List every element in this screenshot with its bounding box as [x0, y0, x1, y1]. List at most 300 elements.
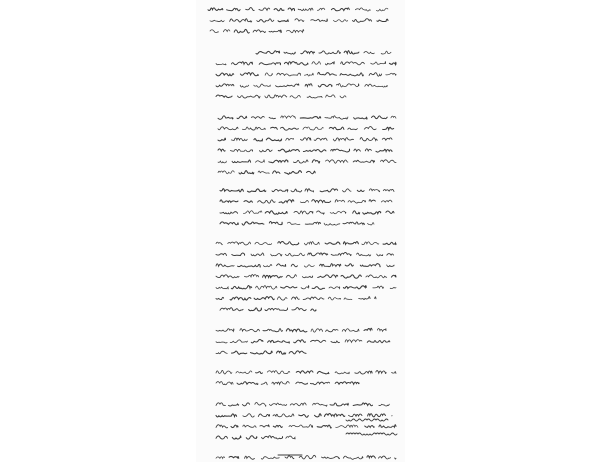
handwritten-word	[305, 73, 314, 76]
handwritten-word	[313, 403, 327, 406]
handwritten-word	[227, 8, 241, 10]
handwritten-word	[376, 149, 392, 152]
handwritten-word	[244, 275, 258, 277]
handwritten-word	[262, 436, 283, 439]
handwritten-word	[365, 426, 375, 428]
handwritten-word	[362, 242, 379, 245]
handwritten-word	[343, 222, 364, 225]
handwritten-word	[232, 160, 251, 163]
handwritten-word	[314, 138, 327, 140]
handwritten-word	[285, 456, 294, 459]
handwritten-word	[232, 253, 245, 256]
handwritten-word	[231, 425, 238, 427]
handwritten-word	[258, 171, 269, 173]
handwritten-word	[345, 340, 362, 343]
handwritten-word	[265, 308, 288, 311]
handwritten-word	[254, 139, 263, 141]
handwritten-word	[294, 211, 313, 214]
handwritten-word	[391, 116, 396, 118]
handwritten-word	[248, 189, 266, 192]
handwritten-word	[287, 222, 300, 224]
handwritten-word	[296, 371, 313, 373]
handwritten-word	[279, 200, 294, 203]
handwritten-word	[236, 371, 252, 374]
handwritten-word	[369, 73, 382, 76]
handwritten-word	[273, 171, 280, 174]
handwritten-word	[312, 62, 321, 65]
handwritten-word	[357, 253, 371, 256]
handwritten-word	[292, 297, 300, 299]
handwritten-line	[216, 95, 346, 98]
handwritten-word	[379, 425, 396, 428]
handwritten-word	[376, 371, 386, 374]
signature-block	[278, 419, 397, 455]
handwritten-word	[357, 190, 364, 191]
handwritten-line	[218, 116, 396, 120]
handwritten-word	[216, 436, 228, 439]
handwritten-word	[294, 340, 306, 343]
handwritten-word	[289, 351, 306, 354]
handwritten-word	[307, 171, 316, 174]
handwritten-word	[254, 297, 274, 300]
handwritten-word	[298, 8, 313, 11]
handwritten-word	[320, 189, 338, 192]
handwritten-word	[218, 138, 226, 141]
handwritten-word	[372, 116, 388, 119]
handwritten-word	[230, 297, 251, 300]
handwritten-word	[216, 95, 232, 98]
handwritten-word	[220, 308, 243, 311]
handwritten-word	[238, 95, 261, 98]
handwritten-word	[383, 189, 394, 191]
handwritten-word	[281, 116, 296, 119]
handwritten-word	[367, 456, 376, 458]
handwritten-word	[355, 371, 372, 374]
handwritten-word	[389, 62, 396, 64]
handwritten-word	[208, 8, 223, 11]
handwritten-word	[325, 62, 334, 65]
handwritten-word	[271, 127, 278, 129]
handwritten-word	[256, 286, 277, 290]
handwritten-word	[307, 96, 322, 98]
handwritten-word	[272, 382, 289, 385]
handwritten-word	[343, 456, 363, 459]
handwritten-word	[216, 425, 228, 428]
handwritten-word	[381, 200, 392, 202]
handwritten-word	[304, 242, 319, 245]
handwritten-word	[243, 414, 254, 417]
handwritten-word	[377, 328, 386, 331]
handwritten-word	[317, 371, 329, 373]
handwritten-word	[277, 297, 287, 300]
handwritten-line	[216, 83, 387, 87]
handwritten-word	[238, 264, 261, 267]
handwritten-text-lines	[208, 8, 397, 460]
handwritten-word	[381, 51, 391, 54]
handwritten-word	[325, 242, 340, 244]
handwritten-word	[318, 84, 332, 87]
handwritten-word	[216, 351, 227, 354]
handwritten-word	[273, 414, 294, 417]
handwritten-line	[216, 455, 396, 459]
handwritten-word	[318, 72, 337, 75]
handwritten-word	[311, 309, 316, 311]
handwritten-word	[269, 117, 275, 118]
handwritten-word	[263, 265, 271, 267]
handwritten-line	[216, 414, 392, 418]
handwritten-word	[322, 457, 340, 459]
handwritten-word	[344, 51, 359, 54]
handwritten-word	[218, 116, 233, 119]
handwritten-word	[265, 211, 287, 214]
handwritten-line	[216, 286, 396, 290]
handwritten-word	[242, 222, 264, 225]
handwritten-word	[220, 189, 243, 192]
handwritten-word	[263, 275, 283, 278]
handwritten-word	[244, 201, 252, 203]
handwritten-word	[343, 189, 352, 192]
handwritten-word	[291, 189, 302, 192]
handwritten-word	[359, 297, 370, 300]
handwritten-word	[242, 127, 265, 130]
handwritten-word	[387, 265, 394, 267]
handwritten-word	[301, 138, 311, 141]
handwritten-word	[256, 51, 280, 54]
handwritten-word	[336, 83, 359, 87]
handwritten-line	[220, 308, 316, 311]
handwritten-word	[223, 30, 230, 32]
handwritten-word	[390, 287, 396, 288]
handwritten-line	[218, 171, 315, 175]
handwritten-word	[349, 414, 363, 416]
handwritten-word	[317, 211, 325, 214]
handwritten-word	[269, 30, 281, 32]
handwritten-word	[353, 211, 360, 214]
handwritten-word	[343, 242, 358, 245]
handwritten-word	[319, 51, 341, 54]
handwritten-word	[387, 254, 394, 256]
handwritten-word	[340, 73, 363, 76]
handwritten-word	[353, 403, 372, 406]
handwritten-word	[293, 160, 308, 163]
handwritten-word	[232, 351, 247, 354]
handwritten-word	[377, 19, 388, 21]
handwritten-word	[310, 382, 329, 385]
handwritten-word	[364, 127, 376, 130]
handwritten-word	[326, 329, 338, 331]
handwritten-word	[246, 436, 257, 439]
handwritten-word	[218, 161, 226, 163]
handwritten-word	[331, 149, 350, 152]
handwritten-word	[329, 127, 344, 130]
handwritten-word	[216, 329, 234, 332]
handwritten-word	[392, 372, 396, 374]
handwritten-line	[216, 436, 295, 439]
handwritten-word	[395, 458, 396, 459]
handwritten-word	[315, 414, 322, 417]
handwritten-word	[278, 241, 299, 244]
handwritten-word	[273, 425, 282, 427]
handwritten-word	[216, 84, 234, 87]
handwritten-line	[216, 403, 389, 407]
handwritten-word	[230, 149, 252, 151]
handwritten-word	[343, 286, 366, 289]
handwritten-word	[311, 19, 328, 21]
handwritten-word	[364, 328, 372, 330]
handwritten-word	[324, 414, 344, 417]
handwritten-line	[216, 297, 376, 301]
handwritten-word	[277, 73, 301, 76]
handwritten-word	[218, 171, 234, 174]
handwritten-word	[348, 200, 366, 203]
handwritten-word	[300, 200, 308, 202]
handwritten-word	[237, 382, 258, 385]
handwritten-line	[208, 8, 388, 12]
handwritten-word	[256, 372, 263, 374]
handwritten-word	[348, 128, 358, 130]
handwritten-word	[289, 425, 313, 428]
handwritten-word	[220, 222, 238, 225]
handwritten-word	[281, 127, 299, 130]
handwritten-word	[301, 286, 309, 289]
handwritten-word	[290, 95, 300, 98]
handwritten-word	[326, 95, 336, 98]
handwritten-word	[218, 149, 225, 151]
handwritten-word	[229, 404, 239, 406]
handwritten-line	[220, 221, 374, 225]
handwritten-word	[386, 211, 394, 213]
handwritten-line	[216, 72, 396, 76]
handwritten-line	[216, 241, 396, 245]
handwritten-word	[260, 149, 273, 152]
handwritten-line	[210, 29, 304, 33]
handwritten-line	[220, 200, 392, 204]
handwritten-word	[261, 382, 267, 385]
handwritten-word	[265, 95, 287, 98]
handwritten-line	[216, 252, 394, 256]
handwritten-word	[231, 286, 251, 289]
handwritten-word	[335, 200, 345, 202]
handwritten-word	[303, 150, 326, 152]
handwritten-word	[331, 341, 339, 343]
handwritten-word	[329, 287, 340, 289]
handwritten-word	[345, 264, 353, 266]
handwritten-word	[251, 253, 264, 256]
handwritten-word	[240, 329, 260, 332]
handwritten-word	[239, 171, 254, 174]
handwritten-word	[292, 308, 306, 311]
handwritten-word	[383, 242, 396, 244]
handwritten-word	[269, 221, 282, 224]
handwritten-word	[243, 425, 256, 427]
handwritten-word	[232, 62, 253, 65]
handwritten-word	[269, 160, 288, 163]
handwritten-word	[286, 138, 294, 140]
handwritten-word	[376, 8, 388, 11]
handwritten-line	[256, 51, 391, 54]
handwritten-word	[245, 456, 255, 459]
handwritten-line	[220, 211, 394, 214]
handwritten-word	[368, 414, 386, 417]
handwritten-word	[305, 189, 313, 192]
handwritten-word	[353, 160, 374, 162]
handwritten-line	[210, 19, 388, 23]
handwritten-word	[272, 189, 288, 191]
handwritten-word	[267, 371, 290, 374]
handwritten-word	[379, 404, 389, 406]
handwriting-ink	[196, 0, 405, 462]
handwritten-word	[299, 455, 316, 459]
handwritten-word	[378, 456, 390, 459]
handwritten-word	[210, 30, 218, 33]
handwritten-word	[328, 297, 341, 300]
handwritten-word	[249, 308, 262, 311]
handwritten-word	[274, 8, 284, 10]
handwritten-word	[240, 85, 249, 87]
handwritten-word	[255, 403, 266, 407]
handwritten-word	[331, 8, 349, 11]
handwritten-word	[333, 138, 353, 141]
handwritten-word	[324, 223, 340, 225]
handwritten-word	[341, 62, 365, 65]
handwritten-line	[216, 382, 359, 385]
handwritten-word	[299, 415, 309, 418]
handwritten-word	[277, 264, 286, 267]
handwritten-word	[254, 84, 270, 87]
handwritten-word	[304, 265, 314, 267]
handwritten-word	[234, 29, 249, 33]
handwritten-word	[210, 20, 224, 21]
handwritten-word	[375, 297, 376, 299]
handwritten-word	[216, 287, 228, 289]
signature-stroke	[346, 419, 388, 421]
handwritten-word	[246, 8, 255, 11]
handwritten-word	[317, 425, 331, 428]
handwritten-word	[220, 212, 238, 214]
handwritten-word	[305, 84, 312, 87]
handwritten-word	[336, 425, 358, 428]
handwritten-word	[330, 211, 346, 214]
handwritten-word	[255, 242, 272, 244]
handwritten-word	[263, 329, 283, 332]
handwritten-word	[369, 189, 379, 192]
handwritten-word	[251, 339, 263, 342]
handwritten-word	[216, 382, 233, 385]
handwritten-line	[216, 275, 396, 279]
handwritten-word	[354, 117, 367, 119]
handwritten-word	[335, 382, 359, 384]
handwritten-word	[220, 200, 238, 202]
handwritten-word	[229, 456, 239, 458]
handwritten-line	[220, 189, 394, 192]
handwritten-word	[301, 51, 315, 54]
handwritten-word	[320, 264, 341, 267]
handwritten-word	[341, 275, 361, 278]
handwritten-line	[216, 264, 394, 267]
handwritten-word	[286, 275, 296, 278]
handwritten-word	[216, 414, 237, 417]
handwritten-word	[256, 160, 265, 163]
handwritten-word	[302, 276, 312, 278]
handwritten-word	[231, 138, 247, 141]
handwritten-word	[383, 127, 394, 129]
handwritten-word	[286, 436, 295, 439]
handwritten-word	[295, 19, 304, 22]
handwritten-word	[318, 275, 338, 278]
handwritten-word	[291, 264, 297, 267]
handwritten-word	[333, 20, 347, 22]
handwritten-word	[232, 436, 241, 439]
handwritten-word	[270, 403, 287, 405]
handwritten-line	[216, 62, 396, 66]
handwritten-word	[265, 73, 273, 76]
handwritten-word	[281, 286, 297, 288]
handwritten-word	[386, 73, 396, 75]
handwritten-word	[317, 8, 324, 10]
handwritten-word	[260, 425, 269, 427]
handwritten-word	[330, 403, 348, 406]
handwritten-word	[251, 116, 264, 118]
handwritten-word	[243, 211, 262, 214]
handwritten-word	[288, 8, 294, 11]
handwritten-word	[354, 149, 361, 151]
handwritten-line	[216, 328, 386, 332]
handwritten-word	[381, 160, 397, 163]
handwritten-word	[382, 138, 392, 140]
handwritten-word	[268, 340, 290, 343]
handwritten-word	[278, 20, 288, 22]
handwritten-word	[259, 8, 270, 10]
handwritten-word	[216, 342, 227, 343]
handwritten-word	[303, 127, 323, 130]
handwritten-word	[237, 116, 247, 118]
handwritten-word	[278, 149, 299, 152]
handwritten-word	[296, 382, 308, 384]
handwritten-word	[277, 351, 286, 354]
handwritten-word	[285, 171, 302, 175]
handwritten-word	[284, 62, 308, 66]
handwritten-word	[285, 253, 304, 256]
handwritten-word	[365, 84, 387, 87]
handwritten-word	[216, 73, 234, 76]
handwritten-word	[258, 414, 269, 417]
handwritten-word	[216, 64, 226, 65]
handwritten-word	[377, 254, 383, 256]
handwritten-word	[266, 138, 281, 141]
handwritten-word	[258, 200, 276, 203]
handwritten-line	[216, 351, 306, 354]
handwritten-line	[218, 149, 392, 152]
handwritten-word	[373, 286, 384, 288]
handwritten-word	[261, 457, 279, 459]
handwritten-word	[216, 370, 232, 374]
handwritten-word	[290, 403, 306, 406]
handwritten-word	[276, 84, 299, 87]
handwritten-word	[230, 340, 247, 343]
handwritten-word	[300, 117, 320, 119]
handwritten-word	[216, 253, 227, 255]
handwritten-word	[364, 51, 374, 53]
handwritten-word	[216, 264, 234, 267]
handwritten-word	[240, 73, 258, 76]
handwritten-word	[344, 298, 352, 300]
handwritten-word	[284, 52, 295, 54]
handwritten-word	[216, 403, 226, 406]
handwritten-word	[251, 351, 273, 354]
handwritten-word	[367, 341, 390, 343]
handwritten-line	[216, 370, 396, 374]
handwritten-word	[331, 252, 351, 255]
